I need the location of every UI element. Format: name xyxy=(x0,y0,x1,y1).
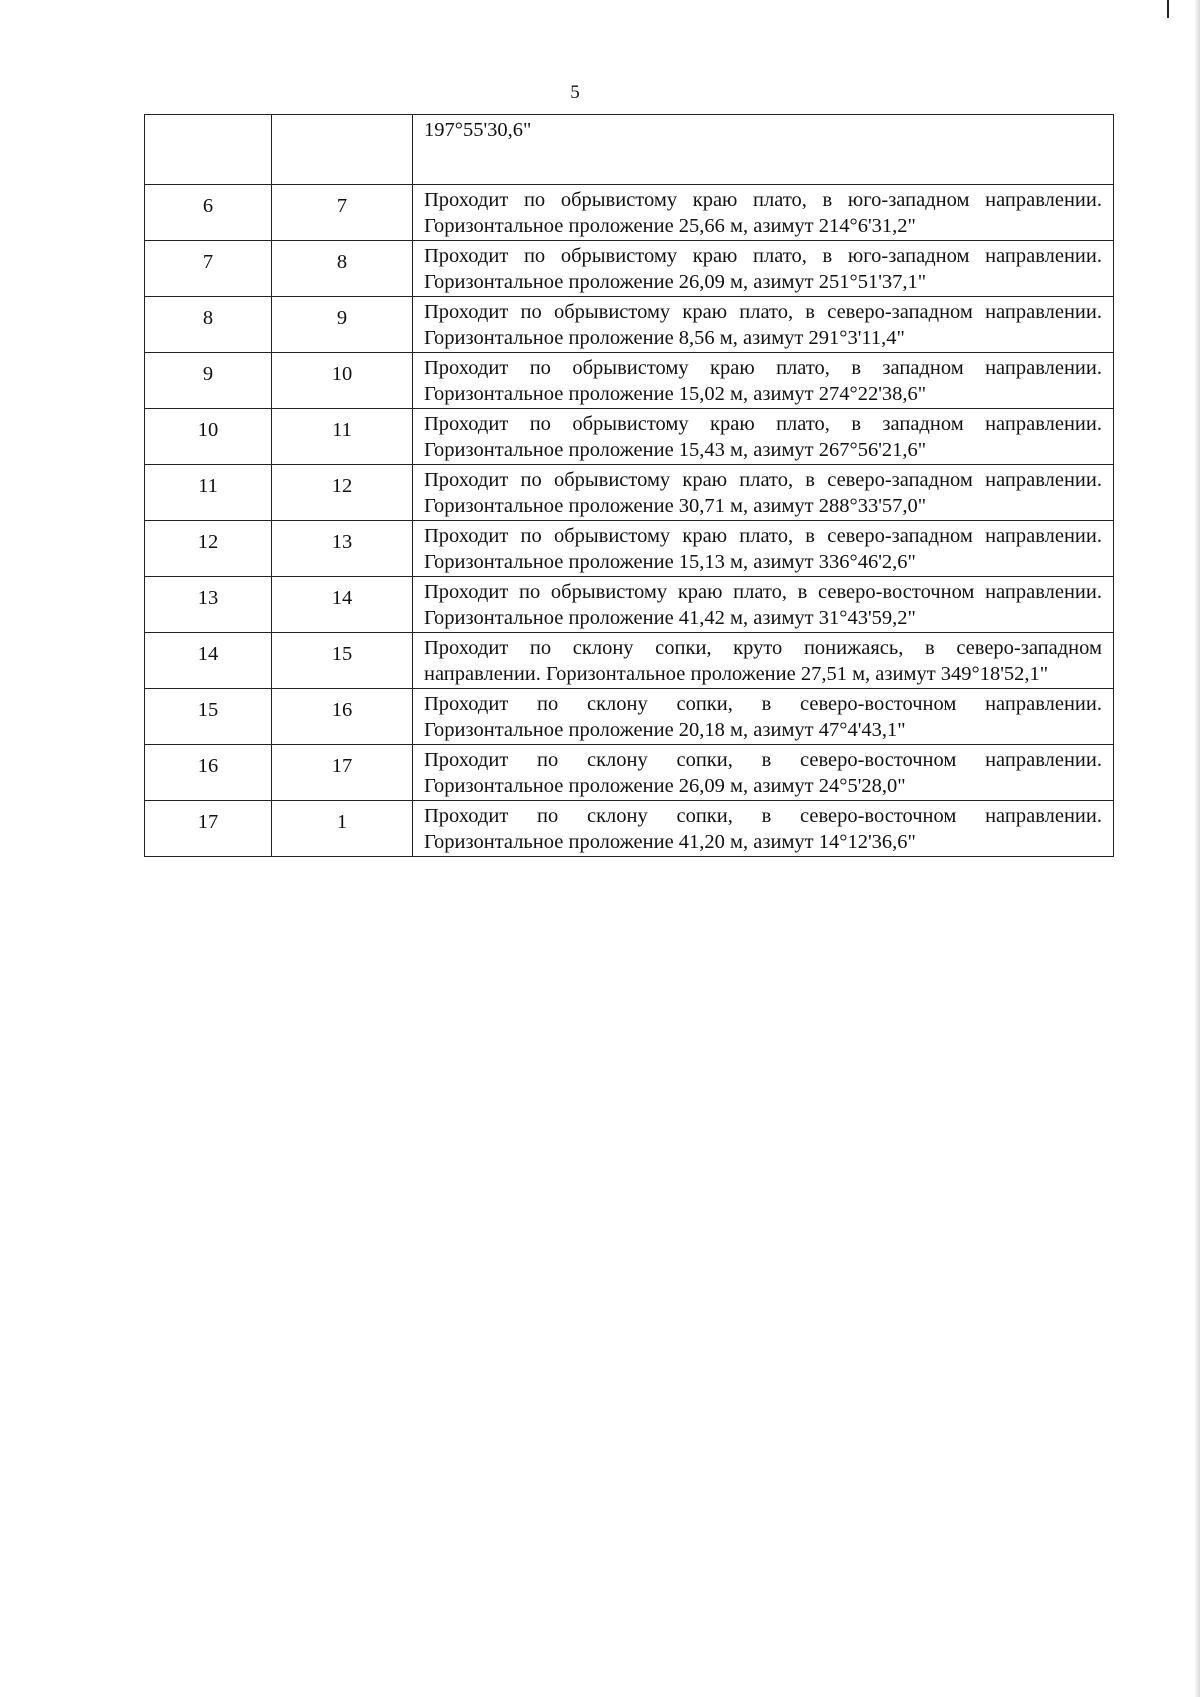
description-cell: Проходит по склону сопки, в северо-восточном направлении. Горизонтальное проложение 41,20 м, азимут 14°12'36,6" xyxy=(413,801,1114,857)
from-point-cell xyxy=(145,115,272,185)
scan-edge-shadow xyxy=(1194,0,1200,1697)
to-point-cell: 14 xyxy=(272,577,413,633)
to-point-cell: 17 xyxy=(272,745,413,801)
table-row xyxy=(145,241,1114,297)
table-row xyxy=(145,521,1114,577)
to-point-cell xyxy=(272,115,413,185)
from-point-cell: 17 xyxy=(145,801,272,857)
from-point-cell: 10 xyxy=(145,409,272,465)
from-point-cell: 15 xyxy=(145,689,272,745)
from-point-cell: 12 xyxy=(145,521,272,577)
to-point-cell: 15 xyxy=(272,633,413,689)
description-cell: Проходит по обрывистому краю плато, в северо-западном направлении. Горизонтальное проложение 8,56 м, азимут 291°3'11,4" xyxy=(413,297,1114,353)
to-point-cell: 7 xyxy=(272,185,413,241)
description-cell: Проходит по обрывистому краю плато, в юго-западном направлении. Горизонтальное проложение 25,66 м, азимут 214°6'31,2" xyxy=(413,185,1114,241)
to-point-cell: 1 xyxy=(272,801,413,857)
to-point-cell: 8 xyxy=(272,241,413,297)
to-point-cell: 13 xyxy=(272,521,413,577)
table-row xyxy=(145,801,1114,857)
description-cell: Проходит по склону сопки, в северо-восточном направлении. Горизонтальное проложение 26,09 м, азимут 24°5'28,0" xyxy=(413,745,1114,801)
from-point-cell: 8 xyxy=(145,297,272,353)
to-point-cell: 9 xyxy=(272,297,413,353)
description-cell: Проходит по обрывистому краю плато, в юго-западном направлении. Горизонтальное проложение 26,09 м, азимут 251°51'37,1" xyxy=(413,241,1114,297)
table-row xyxy=(145,689,1114,745)
to-point-cell: 12 xyxy=(272,465,413,521)
table-row xyxy=(145,115,1114,185)
table-row xyxy=(145,577,1114,633)
table-row xyxy=(145,745,1114,801)
description-cell: 197°55'30,6" xyxy=(413,115,1114,185)
description-cell: Проходит по обрывистому краю плато, в западном направлении. Горизонтальное проложение 15,43 м, азимут 267°56'21,6" xyxy=(413,409,1114,465)
description-cell: Проходит по склону сопки, круто понижаясь, в северо-западном направлении. Горизонтальное проложение 27,51 м, азимут 349°18'52,1" xyxy=(413,633,1114,689)
from-point-cell: 16 xyxy=(145,745,272,801)
table-row xyxy=(145,353,1114,409)
from-point-cell: 9 xyxy=(145,353,272,409)
from-point-cell: 11 xyxy=(145,465,272,521)
table-row xyxy=(145,409,1114,465)
table-row xyxy=(145,185,1114,241)
scan-margin-mark xyxy=(1167,0,1169,18)
description-cell: Проходит по склону сопки, в северо-восточном направлении. Горизонтальное проложение 20,18 м, азимут 47°4'43,1" xyxy=(413,689,1114,745)
table-row xyxy=(145,633,1114,689)
to-point-cell: 10 xyxy=(272,353,413,409)
description-cell: Проходит по обрывистому краю плато, в западном направлении. Горизонтальное проложение 15,02 м, азимут 274°22'38,6" xyxy=(413,353,1114,409)
to-point-cell: 16 xyxy=(272,689,413,745)
from-point-cell: 7 xyxy=(145,241,272,297)
from-point-cell: 14 xyxy=(145,633,272,689)
boundary-description-table xyxy=(144,114,1114,857)
to-point-cell: 11 xyxy=(272,409,413,465)
description-cell: Проходит по обрывистому краю плато, в северо-восточном направлении. Горизонтальное проложение 41,42 м, азимут 31°43'59,2" xyxy=(413,577,1114,633)
from-point-cell: 6 xyxy=(145,185,272,241)
page-number: 5 xyxy=(570,82,580,103)
description-cell: Проходит по обрывистому краю плато, в северо-западном направлении. Горизонтальное проложение 30,71 м, азимут 288°33'57,0" xyxy=(413,465,1114,521)
from-point-cell: 13 xyxy=(145,577,272,633)
description-cell: Проходит по обрывистому краю плато, в северо-западном направлении. Горизонтальное проложение 15,13 м, азимут 336°46'2,6" xyxy=(413,521,1114,577)
table-row xyxy=(145,297,1114,353)
table-row xyxy=(145,465,1114,521)
